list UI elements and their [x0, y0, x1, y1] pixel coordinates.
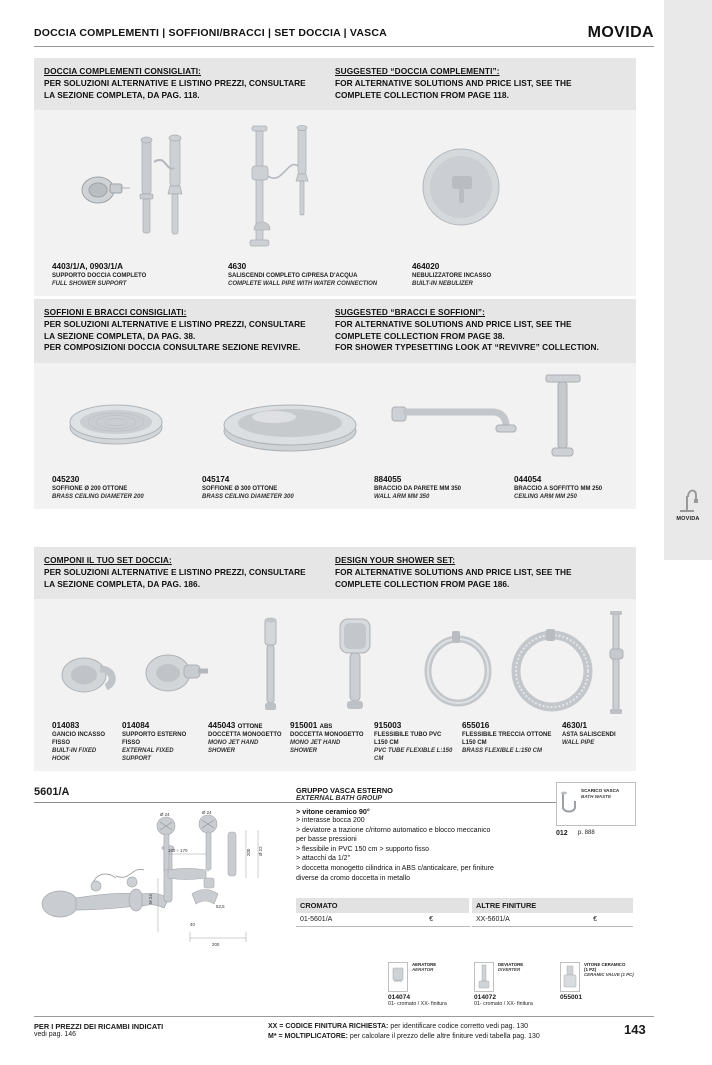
section-line: COMPLETE COLLECTION FROM PAGE 118.: [335, 89, 509, 100]
product-caption: [224, 262, 408, 296]
product-caption: [34, 262, 224, 296]
product-code: 445043 OTTONE: [208, 721, 263, 730]
section-body: [34, 599, 636, 771]
spec-bullet: per basse pressioni: [296, 836, 357, 844]
accessory-finish: 01- cromato / XX- finitura: [474, 1001, 533, 1007]
product-image-4630-1: [602, 609, 630, 717]
product-name-en: BRASS CEILING DIAMETER 300: [202, 493, 294, 500]
price-cell-cromato: [296, 913, 472, 927]
product-caption: [510, 475, 636, 509]
product-code: 014083: [52, 721, 80, 730]
product-caption: [370, 475, 510, 509]
price-header-altre: ALTRE FINITURE: [472, 898, 633, 913]
section-line: COMPLETE COLLECTION FROM PAGE 38.: [335, 330, 505, 341]
currency-symbol: €: [593, 916, 597, 923]
product-code: 4630: [228, 262, 247, 271]
group-name-it: GRUPPO VASCA ESTERNO: [296, 786, 393, 795]
spec-bullet-main: > vitone ceramico 90°: [296, 807, 370, 816]
section-line: FOR ALTERNATIVE SOLUTIONS AND PRICE LIST, SEE THE: [335, 319, 572, 329]
footer-left: [34, 1022, 163, 1038]
group-name-en: EXTERNAL BATH GROUP: [296, 795, 383, 802]
section-line: COMPLETE COLLECTION FROM PAGE 186.: [335, 578, 510, 589]
accessory-code: 055001: [560, 994, 583, 1001]
footer-spares-title: PER I PREZZI DEI RICAMBI INDICATI: [34, 1022, 164, 1031]
accessory-label-it: AERATORE: [412, 962, 437, 967]
diverter-icon: [474, 962, 494, 992]
section-header-en: [335, 66, 626, 101]
section-body: [34, 110, 636, 296]
product-image-445043: [248, 617, 292, 713]
product-code: 4630/1: [562, 721, 588, 730]
main-product-code: 5601/A: [34, 786, 70, 798]
section-line: PER SOLUZIONI ALTERNATIVE E LISTINO PREZZI, CONSULTARE: [44, 78, 306, 88]
price-table-header: [296, 898, 636, 913]
product-image-464020: [406, 132, 516, 242]
product-name-it: FLESSIBILE TUBO PVC L150 CM: [374, 732, 442, 746]
section-soffioni-bracci: [34, 299, 636, 509]
section-title-it: COMPONI IL TUO SET DOCCIA:: [44, 555, 172, 565]
product-image-045174: [210, 389, 370, 463]
side-tab-label: MOVIDA: [676, 516, 700, 522]
section-title-en: SUGGESTED “BRACCI E SOFFIONI”:: [335, 307, 486, 317]
section-header: [34, 299, 636, 363]
footer-spares-page: vedi pag. 146: [34, 1031, 77, 1038]
price-table: [296, 898, 636, 927]
section-title-it: SOFFIONI E BRACCI CONSIGLIATI:: [44, 307, 187, 317]
product-code: 044054: [514, 474, 542, 484]
product-code: 464020: [412, 262, 440, 271]
product-image-4630: [242, 122, 362, 252]
bath-waste-icon: [561, 791, 579, 819]
svg-text:200: 200: [246, 848, 251, 856]
section-header-en: [335, 555, 626, 590]
product-code: 4403/1/A, 0903/1/A: [52, 262, 124, 271]
section-header-it: [44, 307, 335, 354]
side-tab: [666, 480, 710, 522]
footer-note-m: M* = MOLTIPLICATORE: per calcolare il prezzo delle altre finiture vedi tabella pag. 130: [268, 1033, 540, 1040]
svg-text:200: 200: [212, 942, 220, 947]
section-line: PER COMPOSIZIONI DOCCIA CONSULTARE SEZIONE REVIVRE.: [44, 342, 301, 352]
section-title-en: SUGGESTED “DOCCIA COMPLEMENTI”:: [335, 66, 500, 76]
product-name-it: DOCCETTA MONOGETTO: [208, 732, 282, 738]
side-tab-background: [664, 0, 712, 560]
section-line: PER SOLUZIONI ALTERNATIVE E LISTINO PREZZI, CONSULTARE: [44, 567, 306, 577]
product-image-4403: [58, 122, 218, 252]
accessory-label-qty: (1 PZ): [584, 967, 597, 972]
product-image-655016: [506, 627, 602, 711]
product-name-en: EXTERNAL FIXED SUPPORT: [122, 748, 174, 762]
accessory-code: 014072: [474, 994, 497, 1001]
price-code-cromato: 01-5601/A: [300, 916, 333, 923]
section-doccia-complementi: [34, 58, 636, 296]
section-line: FOR SHOWER TYPESETTING LOOK AT “REVIVRE” COLLECTION.: [335, 342, 599, 352]
product-image-915003: [418, 631, 498, 709]
accessory-label-it: DEVIATORE: [498, 962, 524, 967]
section-header-it: [44, 66, 335, 101]
technical-drawing-dimensions: [150, 808, 290, 948]
product-name-it: SALISCENDI COMPLETO C/PRESA D'ACQUA: [228, 273, 358, 279]
svg-text:52,5: 52,5: [216, 904, 225, 909]
product-code: 884055: [374, 474, 402, 484]
section-header-en: [335, 307, 626, 354]
product-name-en: FULL SHOWER SUPPORT: [52, 281, 127, 287]
product-image-044054: [532, 375, 612, 469]
svg-text:130 ÷ 170: 130 ÷ 170: [168, 848, 188, 853]
product-image-915001: [330, 617, 382, 713]
section-header: [34, 58, 636, 110]
product-name-it: SUPPORTO ESTERNO FISSO: [122, 732, 187, 746]
faucet-icon: [666, 480, 710, 514]
page-number: 143: [624, 1022, 646, 1037]
section-title-it: DOCCIA COMPLEMENTI CONSIGLIATI:: [44, 66, 202, 76]
caption-row: [34, 475, 636, 509]
svg-text:40: 40: [190, 922, 195, 927]
page-title: DOCCIA COMPLEMENTI | SOFFIONI/BRACCI | SET DOCCIA | VASCA: [34, 27, 387, 39]
product-name-en: BUILT-IN NEBULIZER: [412, 281, 473, 287]
price-cell-altre: [472, 913, 633, 927]
product-code: 045174: [202, 474, 230, 484]
product-name-en: WALL PIPE: [562, 740, 595, 746]
caption-row: [34, 721, 636, 771]
spec-bullet: > interasse bocca 200: [296, 817, 365, 824]
bath-waste-label-it: SCARICO VASCA: [581, 788, 620, 793]
product-name-en: COMPLETE WALL PIPE WITH WATER CONNECTION: [228, 281, 378, 287]
accessory-finish: 01- cromato / XX- finitura: [388, 1001, 447, 1007]
section-header-it: [44, 555, 335, 590]
product-name-it: FLESSIBILE TRECCIA OTTONE L150 CM: [462, 732, 552, 746]
svg-text:Ø 24: Ø 24: [202, 810, 212, 815]
section-line: LA SEZIONE COMPLETA, DA PAG. 38.: [44, 330, 196, 341]
bath-waste-box: [556, 782, 636, 826]
spec-bullet: > deviatore a trazione c/ritorno automatico e blocco meccanico: [296, 826, 491, 834]
product-code: 655016: [462, 721, 490, 730]
price-code-altre: XX-5601/A: [476, 916, 510, 923]
product-caption: [34, 475, 198, 509]
aerator-icon: [388, 962, 408, 992]
spec-bullet: > flessibile in PVC 150 cm > supporto fisso: [296, 845, 430, 853]
product-name-en: BRASS FLEXIBLE L:150 CM: [462, 748, 543, 754]
section-title-en: DESIGN YOUR SHOWER SET:: [335, 555, 456, 565]
price-header-cromato: CROMATO: [296, 898, 472, 913]
accessory-label-en: AERATOR: [412, 967, 434, 972]
footer-note-xx: XX = CODICE FINITURA RICHIESTA: per identificare codice corretto vedi pag. 130: [268, 1023, 529, 1030]
footer-divider: [34, 1016, 654, 1017]
brand-logo: MOVIDA: [587, 24, 654, 41]
bath-waste-label-en: BATH WASTE: [581, 794, 612, 799]
product-image-014084: [144, 643, 220, 709]
product-name-en: CEILING ARM MM 250: [514, 493, 577, 500]
product-image-884055: [392, 399, 522, 449]
accessory-label-it: VITONE CERAMICO: [584, 962, 626, 967]
product-code: 045230: [52, 474, 80, 484]
product-name-it: BRACCIO DA PARETE MM 350: [374, 485, 462, 492]
product-name-it: GANCIO INCASSO FISSO: [52, 732, 106, 746]
bath-waste-page: p. 888: [578, 830, 595, 836]
section-line: FOR ALTERNATIVE SOLUTIONS AND PRICE LIST, SEE THE: [335, 78, 572, 88]
product-caption: [370, 721, 458, 771]
spec-bullet: > doccetta monogetto cilindrica in ABS c/anticalcare, per finiture: [296, 864, 494, 872]
product-code: 915003: [374, 721, 402, 730]
product-caption: [204, 721, 286, 771]
page-header: [34, 18, 654, 48]
product-caption: [118, 721, 204, 771]
section-line: LA SEZIONE COMPLETA, DA PAG. 186.: [44, 578, 201, 589]
product-caption: [458, 721, 558, 771]
section-header: [34, 547, 636, 599]
product-caption: [286, 721, 370, 771]
product-name-it: NEBULIZZATORE INCASSO: [412, 273, 492, 279]
accessory-code: 014074: [388, 994, 411, 1001]
spec-bullet: > attacchi da 1/2": [296, 855, 351, 863]
svg-text:Ø 22: Ø 22: [258, 846, 263, 856]
accessory-label-en: DIVERTER: [498, 967, 521, 972]
bath-waste-code: 012: [556, 830, 568, 837]
accessory-label-en: CERAMIC VALVE (1 PC): [584, 972, 634, 977]
product-caption: [408, 262, 598, 296]
header-divider: [34, 46, 654, 47]
product-caption: [34, 721, 118, 771]
product-name-en: MONO JET HAND SHOWER: [290, 740, 341, 754]
section-line: FOR ALTERNATIVE SOLUTIONS AND PRICE LIST, SEE THE: [335, 567, 572, 577]
product-name-en: MONO JET HAND SHOWER: [208, 740, 259, 754]
product-caption: [198, 475, 370, 509]
spec-bullet: diverse da cromo doccetta in metallo: [296, 874, 410, 882]
section-line: PER SOLUZIONI ALTERNATIVE E LISTINO PREZZI, CONSULTARE: [44, 319, 306, 329]
section-line: LA SEZIONE COMPLETA, DA PAG. 118.: [44, 89, 200, 100]
product-name-it: SUPPORTO DOCCIA COMPLETO: [52, 273, 147, 279]
product-name-en: WALL ARM MM 350: [374, 493, 430, 500]
caption-row: [34, 262, 636, 296]
product-name-it: DOCCETTA MONOGETTO: [290, 732, 364, 738]
product-caption: [558, 721, 628, 771]
product-name-it: BRACCIO A SOFFITTO MM 250: [514, 485, 603, 492]
accessory-row: [388, 962, 636, 1006]
product-name-en: BRASS CEILING DIAMETER 200: [52, 493, 144, 500]
product-name-en: PVC TUBE FLEXIBLE L:150 CM: [374, 748, 453, 762]
section-set-doccia: [34, 547, 636, 771]
accessory-aerator: [388, 962, 470, 1007]
product-image-014083: [60, 645, 130, 707]
svg-text:M 24: M 24: [148, 894, 153, 904]
accessory-ceramic-valve: [560, 962, 642, 1001]
product-code: 915001 ABS: [290, 721, 333, 730]
section-body: [34, 363, 636, 509]
product-name-it: SOFFIONE Ø 200 OTTONE: [52, 485, 128, 492]
table-row: [296, 913, 636, 927]
accessory-diverter: [474, 962, 556, 1007]
ceramic-valve-icon: [560, 962, 580, 992]
product-name-en: BUILT-IN FIXED HOOK: [52, 748, 97, 762]
product-image-045230: [56, 391, 176, 461]
svg-text:Ø 24: Ø 24: [160, 812, 170, 817]
currency-symbol: €: [429, 916, 433, 923]
product-name-it: ASTA SALISCENDI: [562, 732, 616, 738]
product-code: 014084: [122, 721, 150, 730]
footer-notes: [268, 1022, 618, 1042]
product-name-it: SOFFIONE Ø 300 OTTONE: [202, 485, 278, 492]
